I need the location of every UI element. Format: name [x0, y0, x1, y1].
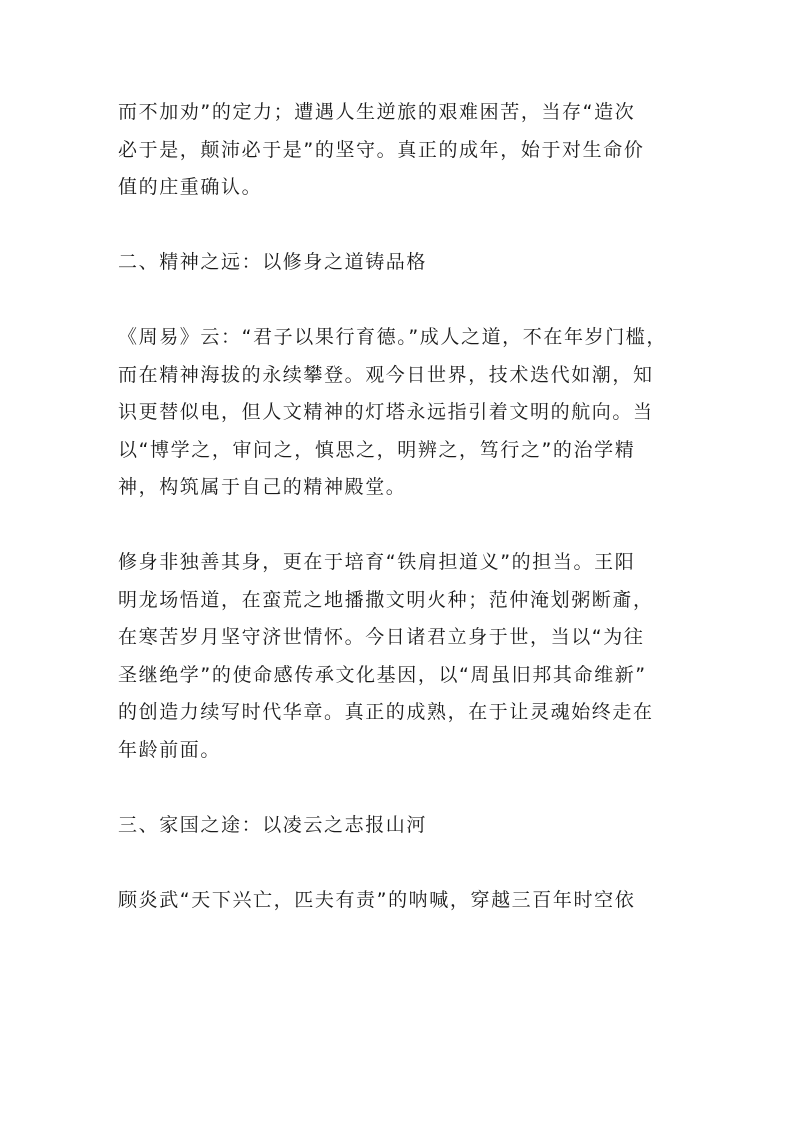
text-line: 以“博学之，审问之，慎思之，明辨之，笃行之”的治学精	[118, 438, 636, 461]
text-line: 修身非独善其身，更在于培育“铁肩担道义”的担当。王阳	[118, 551, 636, 573]
text-line: 圣继绝学”的使命感传承文化基因，以“周虽旧邦其命维新”	[118, 663, 647, 686]
section-heading-2: 二、精神之远：以修身之道铸品格	[118, 251, 428, 273]
text-line: 而在精神海拔的永续攀登。观今日世界，技术迭代如潮，知	[118, 363, 654, 386]
text-line: 必于是，颠沛必于是”的坚守。真正的成年，始于对生命价	[118, 138, 645, 161]
text-line: 识更替似电，但人文精神的灯塔永远指引着文明的航向。当	[118, 401, 654, 423]
document-page	[118, 94, 678, 919]
text-line: 明龙场悟道，在蛮荒之地播撒文明火种；范仲淹划粥断齑，	[118, 588, 654, 611]
text-line: 顾炎武“天下兴亡，匹夫有责”的呐喊，穿越三百年时空依	[118, 888, 636, 911]
paragraph-2a	[118, 319, 678, 507]
paragraph-gap	[118, 207, 678, 245]
section-heading-3: 三、家国之途：以凌云之志报山河	[118, 813, 428, 836]
paragraph-gap	[118, 282, 678, 320]
paragraph-gap	[118, 769, 678, 807]
text-line: 年龄前面。	[118, 738, 222, 761]
text-line: 而不加劝”的定力；遭遇人生逆旅的艰难困苦，当存“造次	[118, 101, 636, 123]
paragraph-2b	[118, 544, 678, 769]
text-line: 《周易》云：“君子以果行育德。”成人之道，不在年岁门槛，	[118, 326, 667, 348]
paragraph-gap	[118, 507, 678, 545]
text-line: 神，构筑属于自己的精神殿堂。	[118, 476, 407, 498]
text-line: 的创造力续写时代华章。真正的成熟，在于让灵魂始终走在	[118, 701, 654, 723]
paragraph-gap	[118, 844, 678, 882]
paragraph-3a	[118, 882, 678, 920]
paragraph-intro	[118, 94, 678, 207]
text-line: 在寒苦岁月坚守济世情怀。今日诸君立身于世，当以“为往	[118, 626, 645, 648]
text-line: 值的庄重确认。	[118, 176, 263, 198]
